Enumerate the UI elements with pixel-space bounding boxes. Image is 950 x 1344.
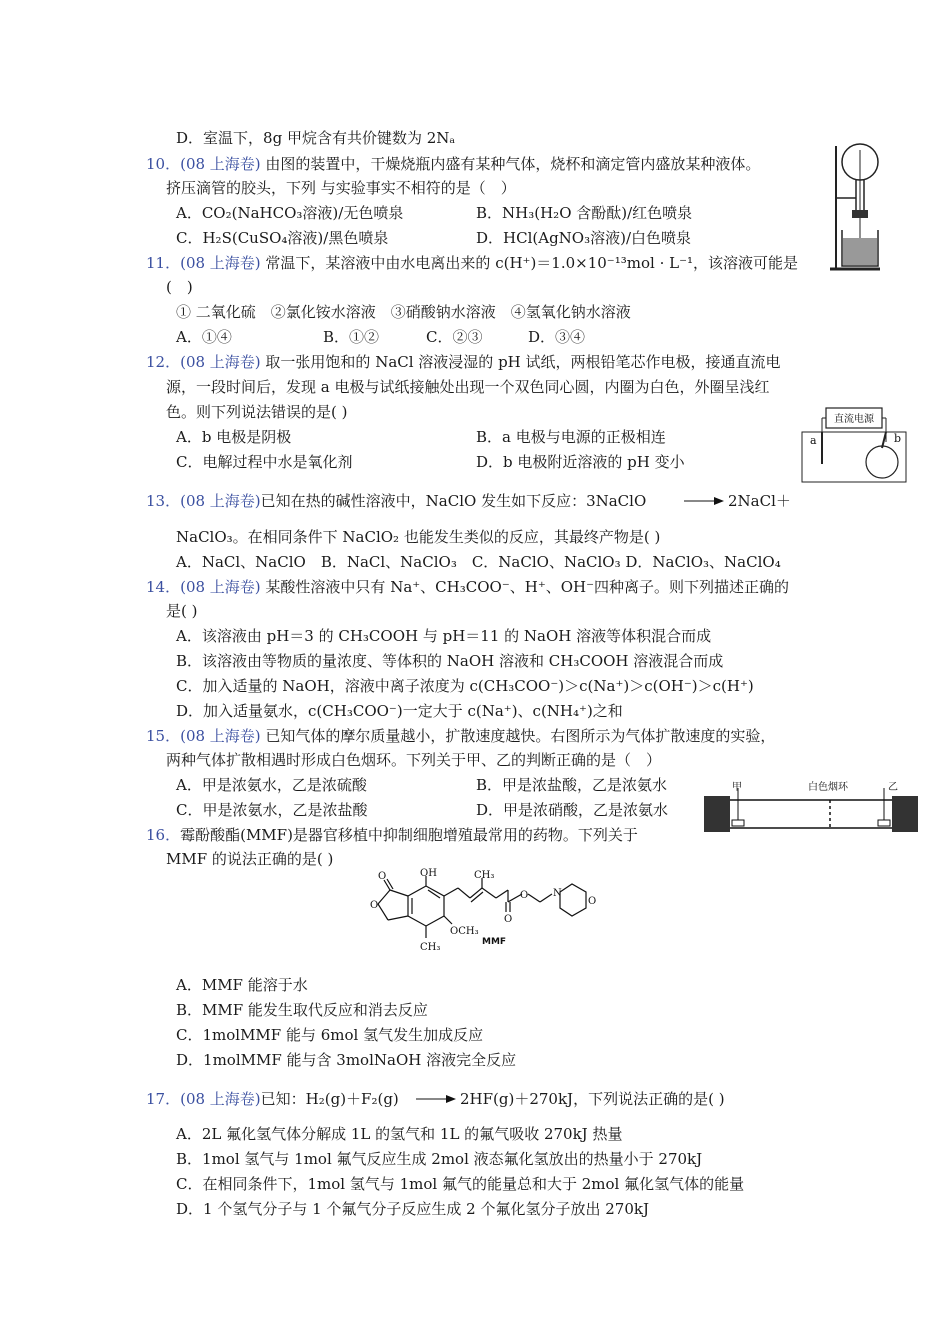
q10-option-a: A．CO₂(NaHCO₃溶液)/无色喷泉 <box>176 204 404 222</box>
q17-text-tail: 2HF(g)＋270kJ，下列说法正确的是( ) <box>460 1090 725 1108</box>
q12-stem-line2: 源，一段时间后，发现 a 电极与试纸接触处出现一个双色同心圆，内圈为白色，外圈呈浅红 <box>166 378 770 396</box>
q15-stem <box>146 726 775 746</box>
q10-option-b: B．NH₃(H₂O 含酚酞)/红色喷泉 <box>476 204 693 222</box>
electrode-b-label: b <box>894 432 902 445</box>
q13-number: 13． <box>146 492 181 510</box>
q12-stem <box>146 352 781 372</box>
mmf-ch3-bottom-label: CH₃ <box>420 942 441 953</box>
q14-option-b: B．该溶液由等物质的量浓度、等体积的 NaOH 溶液和 CH₃COOH 溶液混合而成 <box>176 652 724 670</box>
q16-text: 霉酚酸酯(MMF)是器官移植中抑制细胞增殖最常用的药物。下列关于 <box>180 826 638 844</box>
electrolysis-figure <box>798 402 910 486</box>
q16-number: 16． <box>146 826 181 844</box>
mmf-ch3-top-label: CH₃ <box>474 870 495 881</box>
q16-option-a: A．MMF 能溶于水 <box>176 976 308 994</box>
mmf-n-label: N <box>553 888 562 899</box>
q17-stem <box>146 1089 399 1109</box>
q14-number: 14． <box>146 578 181 596</box>
mmf-o-ring-label: O <box>370 900 379 911</box>
q11-option-b: B．①② <box>323 328 380 346</box>
q15-stem-line2: 两种气体扩散相遇时形成白色烟环。下列关于甲、乙的判断正确的是（ ） <box>166 751 662 769</box>
diffusion-right-label: 乙 <box>888 782 898 793</box>
q17-option-c: C．在相同条件下，1mol 氢气与 1mol 氟气的能量总和大于 2mol 氟化氢气体的能量 <box>176 1175 745 1193</box>
q14-stem-line2: 是( ) <box>166 602 198 620</box>
q11-stem <box>146 253 798 273</box>
mmf-name-label: MMF <box>482 937 507 947</box>
q12-stem-line3: 色。则下列说法错误的是( ) <box>166 403 348 421</box>
fountain-apparatus-figure <box>826 138 882 278</box>
reaction-arrow-icon <box>414 1092 458 1106</box>
q17-text: 已知：H₂(g)＋F₂(g) <box>260 1090 399 1108</box>
q11-source: (08 上海卷) <box>180 254 261 272</box>
q11-text: 常温下，某溶液中由水电离出来的 c(H⁺)＝1.0×10⁻¹³mol · L⁻¹，该溶液可能是 <box>260 254 798 272</box>
q15-option-a: A．甲是浓氨水，乙是浓硫酸 <box>176 776 367 794</box>
q16-stem-line2: MMF 的说法正确的是( ) <box>166 850 334 868</box>
diffusion-left-label: 甲 <box>732 782 742 793</box>
mmf-o-carbonyl-label: O <box>378 871 387 882</box>
q10-stem <box>146 154 760 174</box>
q11-option-d: D．③④ <box>528 328 586 346</box>
q17-option-d: D．1 个氢气分子与 1 个氟气分子反应生成 2 个氟化氢分子放出 270kJ <box>176 1200 650 1218</box>
q12-text: 取一张用饱和的 NaCl 溶液浸湿的 pH 试纸，两根铅笔芯作电极，接通直流电 <box>260 353 781 371</box>
q13-text: 已知在热的碱性溶液中，NaClO 发生如下反应：3NaClO <box>260 492 647 510</box>
q16-stem <box>146 825 638 845</box>
q17-option-a: A．2L 氟化氢气体分解成 1L 的氢气和 1L 的氟气吸收 270kJ 热量 <box>176 1125 623 1143</box>
q10-option-d: D．HCl(AgNO₃溶液)/白色喷泉 <box>476 229 692 247</box>
mmf-oh-label: OH <box>420 868 437 879</box>
q11-items: ① 二氧化硫 ②氯化铵水溶液 ③硝酸钠水溶液 ④氢氧化钠水溶液 <box>176 303 631 321</box>
q13-text-tail: 2NaCl＋ <box>728 492 791 510</box>
q10-source: (08 上海卷) <box>180 155 261 173</box>
q16-option-c: C．1molMMF 能与 6mol 氢气发生加成反应 <box>176 1026 484 1044</box>
q15-option-d: D．甲是浓硝酸，乙是浓氨水 <box>476 801 669 819</box>
mmf-structure-figure <box>350 868 600 958</box>
q14-text: 某酸性溶液中只有 Na⁺、CH₃COO⁻、H⁺、OH⁻四种离子。则下列描述正确的 <box>260 578 790 596</box>
q12-option-d: D．b 电极附近溶液的 pH 变小 <box>476 453 685 471</box>
q15-number: 15． <box>146 727 181 745</box>
q10-stem-line2: 挤压滴管的胶头，下列 与实验事实不相符的是（ ） <box>166 179 516 197</box>
q15-option-c: C．甲是浓氨水，乙是浓盐酸 <box>176 801 368 819</box>
q17-source: (08 上海卷) <box>180 1090 261 1108</box>
q13-stem <box>146 491 646 511</box>
q9-option-d: D．室温下，8g 甲烷含有共价键数为 2Nₐ <box>176 129 456 147</box>
q11-option-a: A．①④ <box>176 328 232 346</box>
q14-option-d: D．加入适量氨水，c(CH₃COO⁻)一定大于 c(Na⁺)、c(NH₄⁺)之和 <box>176 702 623 720</box>
q16-option-d: D．1molMMF 能与含 3molNaOH 溶液完全反应 <box>176 1051 517 1069</box>
q15-source: (08 上海卷) <box>180 727 261 745</box>
q11-number: 11． <box>146 254 181 272</box>
diffusion-tube-figure <box>702 776 922 834</box>
reaction-arrow-icon <box>682 494 726 508</box>
q12-option-c: C．电解过程中水是氧化剂 <box>176 453 353 471</box>
mmf-o-ester-label: O <box>520 890 529 901</box>
q15-text: 已知气体的摩尔质量越小，扩散速度越快。右图所示为气体扩散速度的实验， <box>260 727 776 745</box>
q12-option-b: B．a 电极与电源的正极相连 <box>476 428 666 446</box>
mmf-o-carbonyl2-label: O <box>504 914 513 925</box>
q14-option-c: C．加入适量的 NaOH，溶液中离子浓度为 c(CH₃COO⁻)＞c(Na⁺)＞c(OH⁻)＞c(H⁺) <box>176 677 754 695</box>
q13-source: (08 上海卷) <box>180 492 261 510</box>
q10-option-c: C．H₂S(CuSO₄溶液)/黑色喷泉 <box>176 229 389 247</box>
q12-option-a: A．b 电极是阴极 <box>176 428 292 446</box>
q16-option-b: B．MMF 能发生取代反应和消去反应 <box>176 1001 428 1019</box>
q12-number: 12． <box>146 353 181 371</box>
mmf-och3-label: OCH₃ <box>450 926 479 937</box>
q14-source: (08 上海卷) <box>180 578 261 596</box>
q11-stem-line2: ( ) <box>166 278 193 296</box>
q15-option-b: B．甲是浓盐酸，乙是浓氨水 <box>476 776 668 794</box>
diffusion-middle-label: 白色烟环 <box>808 782 848 793</box>
q17-option-b: B．1mol 氢气与 1mol 氟气反应生成 2mol 液态氟化氢放出的热量小于 270kJ <box>176 1150 703 1168</box>
q10-number: 10． <box>146 155 181 173</box>
power-label: 直流电源 <box>834 414 874 425</box>
mmf-o-morpholine-label: O <box>588 896 597 907</box>
electrode-a-label: a <box>810 434 817 447</box>
q13-stem-line2: NaClO₃。在相同条件下 NaClO₂ 也能发生类似的反应，其最终产物是( ) <box>176 528 661 546</box>
q10-text: 由图的装置中，干燥烧瓶内盛有某种气体，烧杯和滴定管内盛放某种液体。 <box>260 155 761 173</box>
q11-option-c: C．②③ <box>426 328 483 346</box>
q17-number: 17． <box>146 1090 181 1108</box>
q14-stem <box>146 577 789 597</box>
q13-options: A．NaCl、NaClO B．NaCl、NaClO₃ C．NaClO、NaClO₃ D．NaClO₃、NaClO₄ <box>176 553 781 571</box>
q14-option-a: A．该溶液由 pH＝3 的 CH₃COOH 与 pH＝11 的 NaOH 溶液等体积混合而成 <box>176 627 712 645</box>
q12-source: (08 上海卷) <box>180 353 261 371</box>
